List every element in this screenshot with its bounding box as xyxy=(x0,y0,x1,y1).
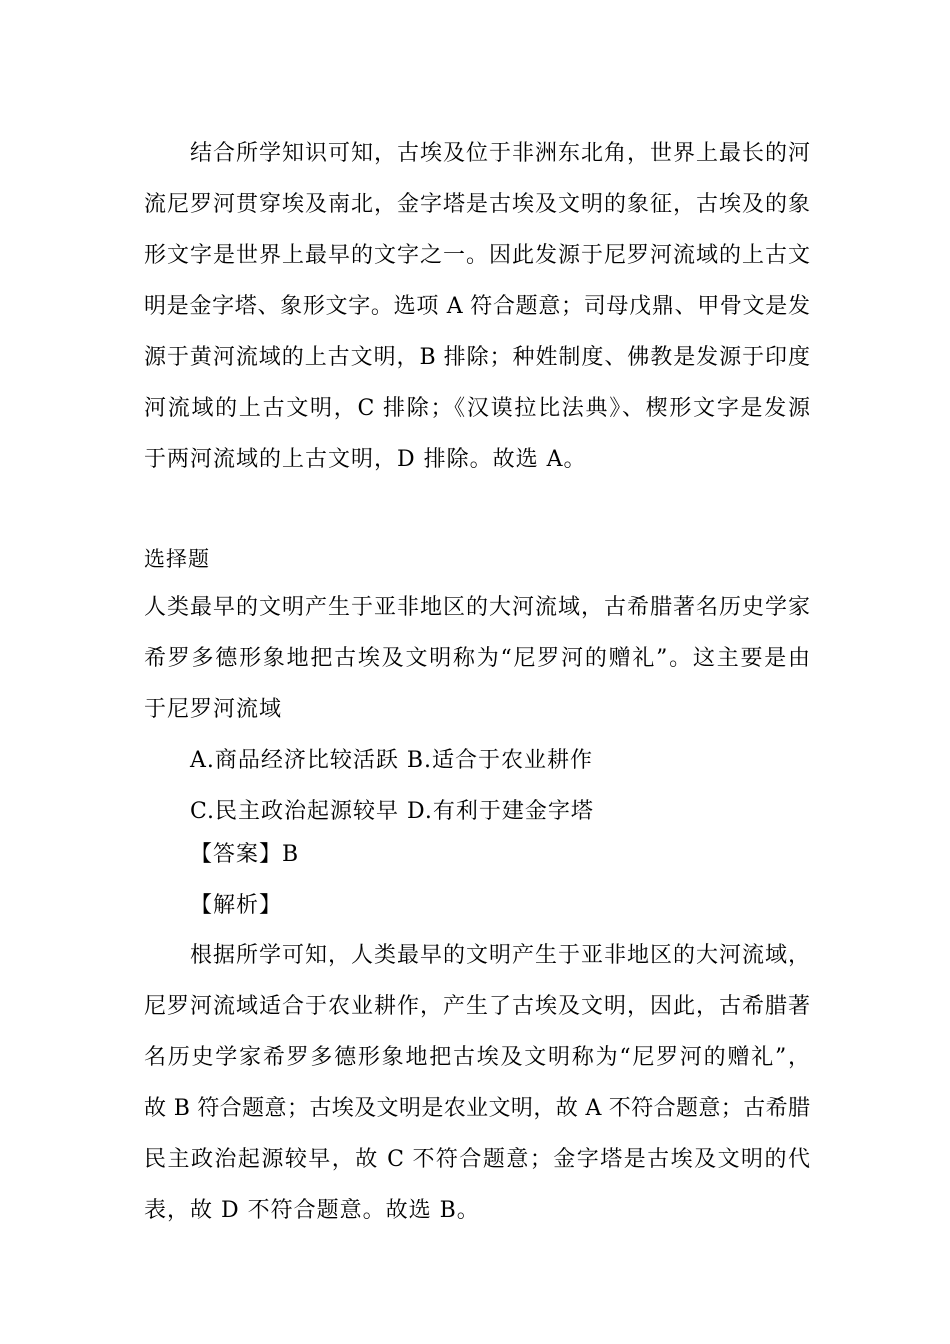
explanation-line-1: 结合所学知识可知，古埃及位于非洲东北角，世界上最长的河 xyxy=(190,141,810,166)
question-stem-line-1: 人类最早的文明产生于亚非地区的大河流域，古希腊著名历史学家 xyxy=(144,595,810,620)
explanation-line-5: 源于黄河流域的上古文明，B 排除；种姓制度、佛教是发源于印度 xyxy=(144,345,810,370)
analysis-line-4: 故 B 符合题意；古埃及文明是农业文明，故 A 不符合题意；古希腊 xyxy=(144,1096,810,1121)
question-stem-line-3: 于尼罗河流域 xyxy=(144,697,283,722)
explanation-line-3: 形文字是世界上最早的文字之一。因此发源于尼罗河流域的上古文 xyxy=(144,243,810,268)
explanation-line-2: 流尼罗河贯穿埃及南北，金字塔是古埃及文明的象征，古埃及的象 xyxy=(144,192,810,217)
answer-label: 【答案】B xyxy=(190,842,300,867)
question-type-label: 选择题 xyxy=(144,547,210,571)
question-stem-line-2: 希罗多德形象地把古埃及文明称为“尼罗河的赠礼”。这主要是由 xyxy=(144,646,810,671)
options-line-a-b: A.商品经济比较活跃 B.适合于农业耕作 xyxy=(190,748,594,773)
analysis-line-5: 民主政治起源较早，故 C 不符合题意；金字塔是古埃及文明的代 xyxy=(144,1147,810,1172)
analysis-line-6: 表，故 D 不符合题意。故选 B。 xyxy=(144,1198,480,1223)
explanation-line-7: 于两河流域的上古文明，D 排除。故选 A。 xyxy=(144,447,587,472)
explanation-line-6: 河流域的上古文明，C 排除；《汉谟拉比法典》、楔形文字是发源 xyxy=(144,396,810,421)
analysis-line-2: 尼罗河流域适合于农业耕作，产生了古埃及文明，因此，古希腊著 xyxy=(144,994,810,1019)
analysis-line-1: 根据所学可知，人类最早的文明产生于亚非地区的大河流域， xyxy=(190,943,810,968)
analysis-line-3: 名历史学家希罗多德形象地把古埃及文明称为“尼罗河的赠礼”， xyxy=(144,1045,810,1070)
explanation-line-4: 明是金字塔、象形文字。选项 A 符合题意；司母戊鼎、甲骨文是发 xyxy=(144,294,810,319)
analysis-label: 【解析】 xyxy=(190,893,283,918)
options-line-c-d: C.民主政治起源较早 D.有利于建金字塔 xyxy=(190,799,594,824)
